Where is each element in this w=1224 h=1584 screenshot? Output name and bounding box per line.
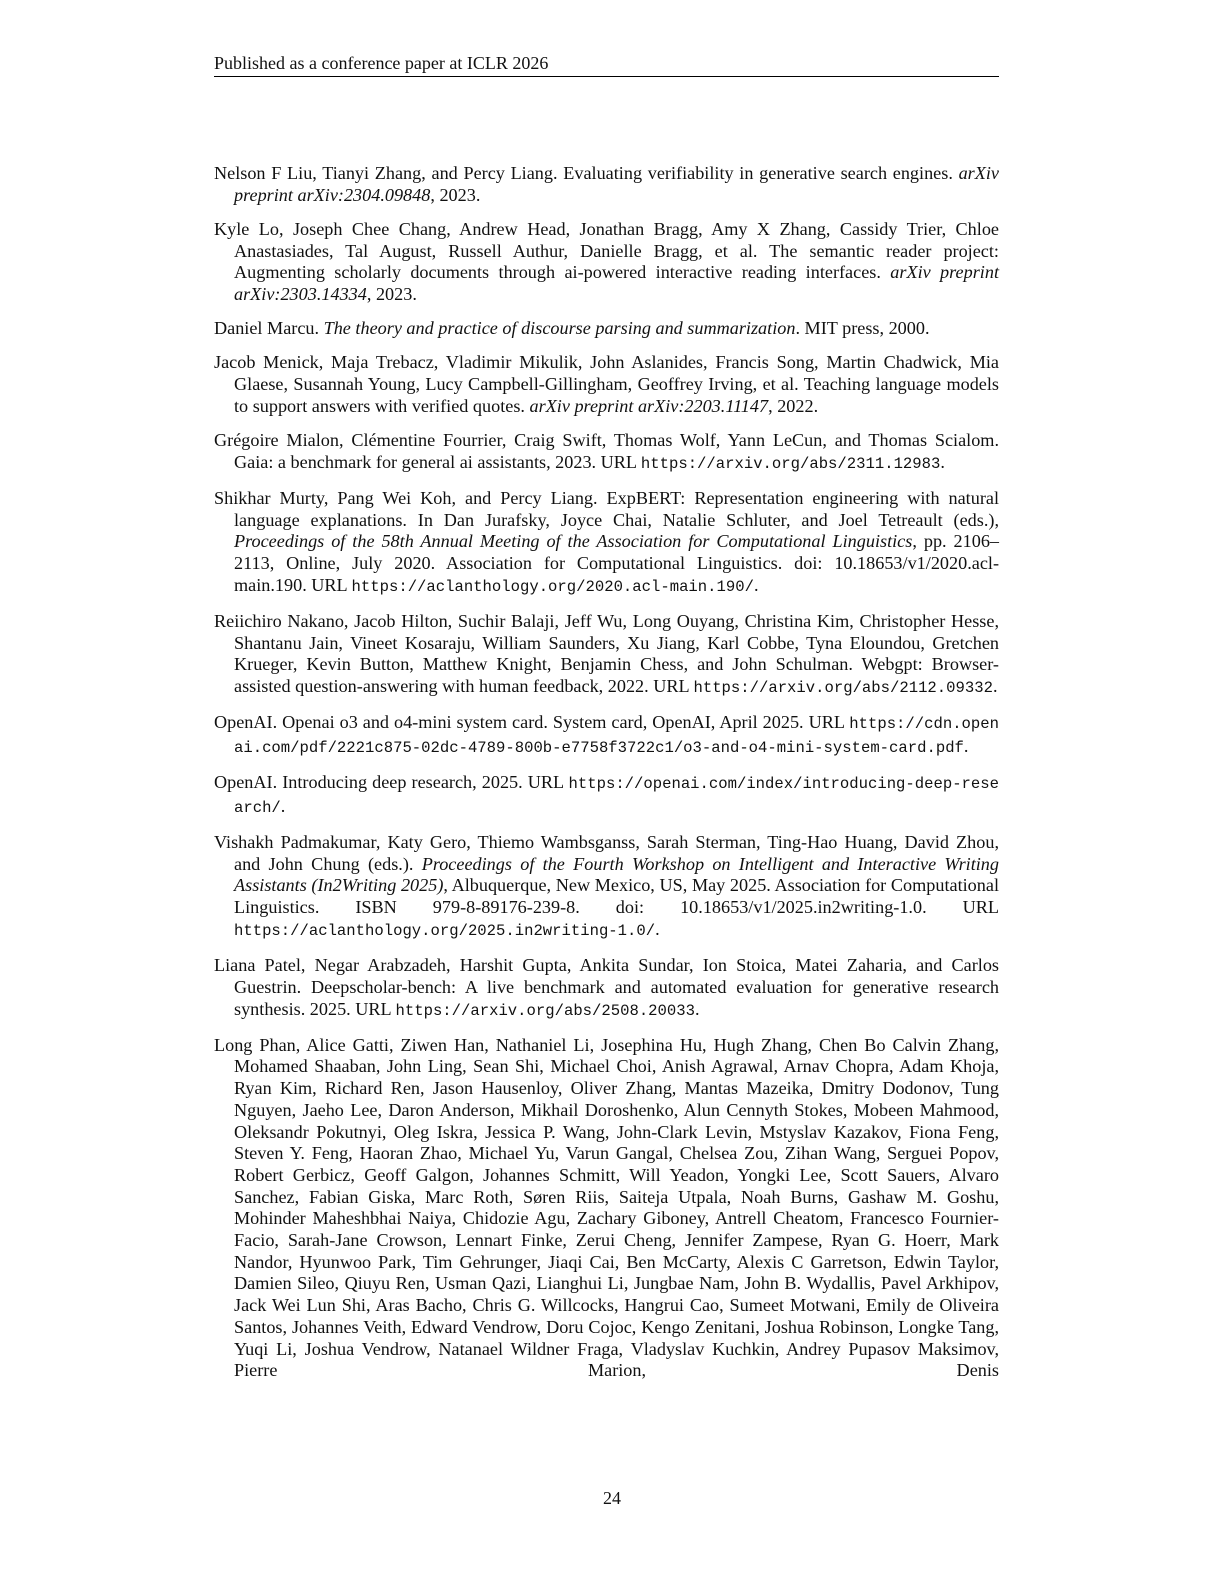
ref-venue: arXiv preprint arXiv:2303.14334 [234,262,1000,305]
ref-venue: arXiv preprint arXiv:2304.09848 [234,163,999,205]
reference-entry [214,611,999,700]
page-number: 24 [603,1488,621,1508]
ref-url[interactable]: https://cdn.openai.com/pdf/2221c875-02dc-4789-800b-e7758f3722c1/o3-and-o4-mini-system-card.pdf [234,715,999,757]
ref-text: Jacob Menick, Maja Trebacz, Vladimir Mikulik, John Aslanides, Francis Song, Martin Chadwick, Mia Glaese, Susannah Young, Lucy Campbell-Gillingham, Geoffrey Irving, et al. Teaching language models to support answers with verified quotes. [214,352,999,416]
ref-url[interactable]: https://arxiv.org/abs/2112.09332 [693,679,993,698]
ref-text: Shikhar Murty, Pang Wei Koh, and Percy Liang. ExpBERT: Representation engineering with natural language explanations. In Dan Jurafsky, Joyce Chai, Natalie Schluter, and Joel Tetreault (eds.), [214,487,999,530]
ref-text: Reiichiro Nakano, Jacob Hilton, Suchir Balaji, Jeff Wu, Long Ouyang, Christina Kim, Christopher Hesse, Shantanu Jain, Vineet Kosaraju, William Saunders, Xu Jiang, Karl Cobbe, Tyna Eloundou, Gretchen Krueger, Kevin Button, Matthew Knight, Benjamin Chess, and John Schulman. Webgpt: Browser-assisted question-answering with human feedback, 2022. URL [214,610,999,697]
ref-text: , 2023. [430,184,481,205]
reference-entry [214,832,999,943]
ref-text: Grégoire Mialon, Clémentine Fourrier, Craig Swift, Thomas Wolf, Yann LeCun, and Thomas Scialom. Gaia: a benchmark for general ai assistants, 2023. URL [214,430,999,472]
ref-text: . MIT press, 2000. [795,318,930,339]
reference-entry [214,163,999,206]
ref-text: , 2023. [366,284,417,305]
ref-text: . [694,998,700,1019]
ref-text: Daniel Marcu. [214,318,324,339]
reference-entry [214,488,999,599]
ref-text: . [753,574,759,595]
reference-entry [214,219,999,306]
ref-text: , 2022. [768,395,819,416]
ref-url[interactable]: https://aclanthology.org/2025.in2writing-1.0/ [234,921,656,940]
ref-text: Vishakh Padmakumar, Katy Gero, Thiemo Wambsganss, Sarah Sterman, Ting-Hao Huang, David Zhou, and John Chung (eds.). [214,832,999,874]
ref-text: . [963,735,969,756]
ref-text: . [940,451,945,472]
ref-text: Liana Patel, Negar Arabzadeh, Harshit Gupta, Ankita Sundar, Ion Stoica, Matei Zaharia, and Carlos Guestrin. Deepscholar-bench: A live benchmark and automated evaluation for generative research synthesis. 2025. URL [214,955,999,1019]
reference-entry [214,352,999,417]
reference-entry [214,712,999,759]
ref-text: Long Phan, Alice Gatti, Ziwen Han, Nathaniel Li, Josephina Hu, Hugh Zhang, Chen Bo Calvin Zhang, Mohamed Shaaban, John Ling, Sean Shi, Michael Choi, Anish Agrawal, Arnav Chopra, Adam Khoja, Ryan Kim, Richard Ren, Jason Hausenloy, Oliver Zhang, Mantas Mazeika, Dmitry Dodonov, Tung Nguyen, Jaeho Lee, Daron Anderson, Mikhail Doroshenko, Alun Cennyth Stokes, Mobeen Mahmood, Oleksandr Pokutnyi, Oleg Iskra, Jessica P. Wang, John-Clark Levin, Mstyslav Kazakov, Fiona Feng, Steven Y. Feng, Haoran Zhao, Michael Yu, Varun Gangal, Chelsea Zou, Zihan Wang, Serguei Popov, Robert Gerbicz, Geoff Galgon, Johannes Schmitt, Will Yeadon, Yongki Lee, Scott Sauers, Alvaro Sanchez, Fabian Giska, Marc Roth, Søren Riis, Saiteja Utpala, Noah Burns, Gashaw M. Goshu, Mohinder Maheshbhai Naiya, Chidozie Agu, Zachary Giboney, Antrell Cheatom, Francesco Fournier-Facio, Sarah-Jane Crowson, Lennart Finke, Zerui Cheng, Jennifer Zampese, Ryan G. Hoerr, Mark Nandor, Hyunwoo Park, Tim Gehrunger, Jiaqi Cai, Ben McCarty, Alexis C Garretson, Edwin Taylor, Damien Sileo, Qiuyu Ren, Usman Qazi, Lianghui Li, Jungbae Nam, John B. Wydallis, Pavel Arkhipov, Jack Wei Lun Shi, Aras Bacho, Chris G. Willcocks, Hangrui Cao, Sumeet Motwani, Emily de Oliveira Santos, Johannes Veith, Edward Vendrow, Doru Cojoc, Kengo Zenitani, Joshua Robinson, Longke Tang, Yuqi Li, Joshua Vendrow, Natanael Wildner Fraga, Vladyslav Kuchkin, Andrey Pupasov Maksimov, Pierre Marion, Denis [214,1034,999,1381]
ref-url[interactable]: https://aclanthology.org/2020.acl-main.190/ [351,577,754,596]
reference-entry [214,955,999,1022]
ref-text: . [992,676,998,697]
ref-venue: Proceedings of the Fourth Workshop on Intelligent and Interactive Writing Assistants (In2Writing 2025) [234,853,999,896]
ref-text: , Albuquerque, New Mexico, US, May 2025. Association for Computational Linguistics. ISBN 979-8-89176-239-8. doi: 10.18653/v1/2025.in2writing-1.0. URL [234,875,999,918]
ref-venue: arXiv preprint arXiv:2203.11147 [529,395,769,416]
ref-url[interactable]: https://arxiv.org/abs/2508.20033 [395,1001,695,1020]
ref-text: OpenAI. Openai o3 and o4-mini system card. System card, OpenAI, April 2025. URL [214,712,850,733]
reference-entry [214,772,999,819]
reference-entry [214,430,999,475]
ref-venue: Proceedings of the 58th Annual Meeting of the Association for Computational Linguistics [234,531,913,552]
ref-text: Nelson F Liu, Tianyi Zhang, and Percy Liang. Evaluating verifiability in generative search engines. [214,163,959,183]
ref-text: . [655,918,660,939]
reference-entry [214,318,999,340]
running-header: Published as a conference paper at ICLR 2026 [214,52,999,77]
ref-url[interactable]: https://arxiv.org/abs/2311.12983 [640,454,941,473]
ref-text: , pp. 2106–2113, Online, July 2020. Association for Computational Linguistics. doi: 10.18653/v1/2020.acl-main.190. URL [234,531,1000,595]
ref-title: The theory and practice of discourse parsing and summarization [323,318,796,339]
reference-list [214,163,999,1394]
ref-text: OpenAI. Introducing deep research, 2025. URL [214,772,569,793]
reference-entry [214,1035,999,1382]
ref-text: . [280,795,286,816]
ref-url[interactable]: https://openai.com/index/introducing-deep-research/ [234,775,999,817]
ref-text: Kyle Lo, Joseph Chee Chang, Andrew Head, Jonathan Bragg, Amy X Zhang, Cassidy Trier, Chloe Anastasiades, Tal August, Russell Authur, Danielle Bragg, et al. The semantic reader project: Augmenting scholarly documents through ai-powered interactive reading interfaces. [214,218,999,283]
